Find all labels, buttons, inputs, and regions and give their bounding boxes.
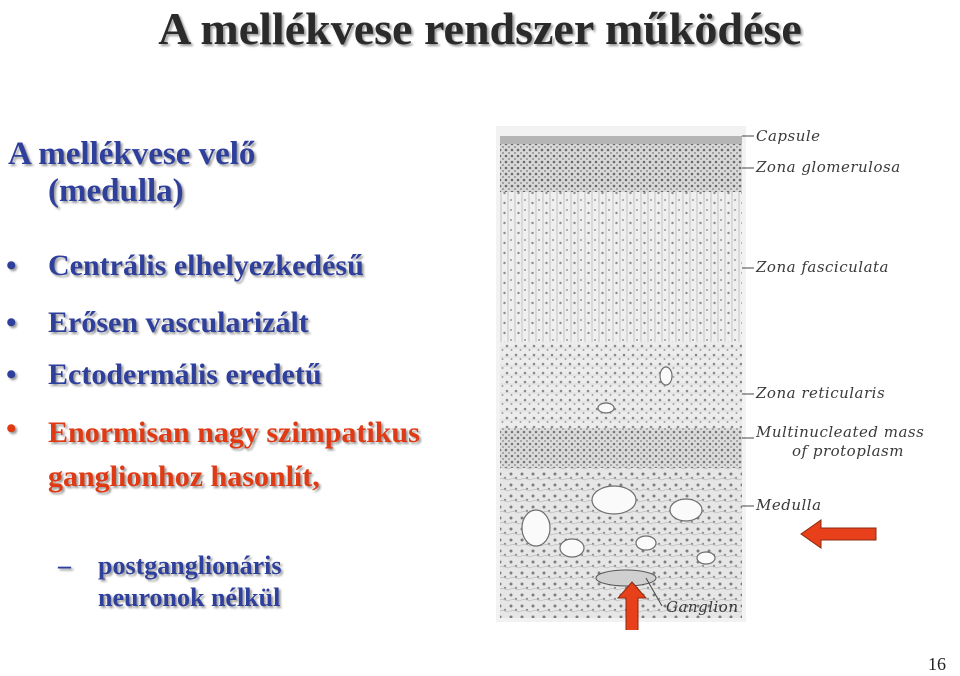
label-zona-reticularis: Zona reticularis xyxy=(756,384,886,402)
bullet-item xyxy=(6,305,309,341)
label-multinucleated-mass: Multinucleated mass xyxy=(756,423,925,441)
bullet-text: Erősen vascularizált xyxy=(48,306,309,339)
capsule-band xyxy=(500,136,742,144)
histology-drawing xyxy=(486,118,956,630)
ganglion-structure xyxy=(596,570,656,586)
sub-bullet-line-1: postganglionáris xyxy=(98,551,282,580)
bullet-dot-icon: • xyxy=(6,358,17,391)
highlight-bullet-item xyxy=(6,411,468,499)
highlight-bullet-text: Enormisan nagy szimpatikus ganglionhoz hasonlít, xyxy=(48,416,420,493)
bullet-text: Centrális elhelyezkedésű xyxy=(48,249,364,282)
bullet-dot-icon: • xyxy=(6,249,17,282)
label-zona-fasciculata: Zona fasciculata xyxy=(756,258,889,276)
dash-icon: – xyxy=(58,551,71,580)
page-number: 16 xyxy=(928,654,946,674)
bullet-item xyxy=(6,357,322,393)
label-medulla: Medulla xyxy=(756,496,822,514)
bullet-dot-icon: • xyxy=(6,412,17,445)
zona-glomerulosa-region xyxy=(500,144,742,192)
medulla-pointer-arrow-icon xyxy=(801,520,876,548)
sub-bullet-line-2: neuronok nélkül xyxy=(98,583,281,612)
label-ganglion: Ganglion xyxy=(666,598,739,616)
bullet-item xyxy=(6,248,364,284)
label-zona-glomerulosa: Zona glomerulosa xyxy=(756,158,901,176)
sub-bullet-item xyxy=(58,550,282,614)
adrenal-histology-figure xyxy=(486,118,956,630)
zona-reticularis-region xyxy=(500,342,742,428)
label-capsule: Capsule xyxy=(756,127,821,145)
zona-fasciculata-region xyxy=(500,192,742,342)
section-subtitle xyxy=(8,136,255,210)
bullet-dot-icon: • xyxy=(6,306,17,339)
sub-bullet-text xyxy=(98,550,282,614)
bullet-text: Ectodermális eredetű xyxy=(48,358,322,391)
slide-title: A mellékvese rendszer működése xyxy=(158,3,802,54)
label-of-protoplasm: of protoplasm xyxy=(792,442,904,460)
subtitle-line-1: A mellékvese velő xyxy=(8,136,256,172)
subtitle-line-2: (medulla) xyxy=(48,173,184,209)
